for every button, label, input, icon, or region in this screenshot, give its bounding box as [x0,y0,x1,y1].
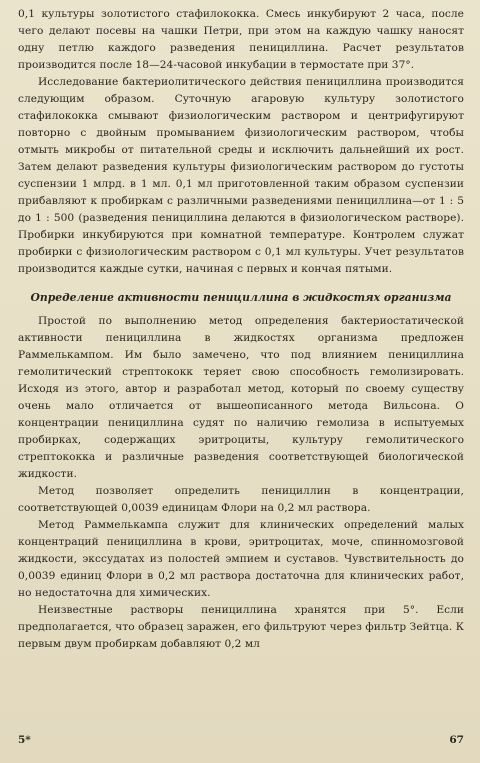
paragraph-clinical-use: Метод Раммелькампа служит для клинических определений малых концентраций пенициллина в крови, эритроцитах, моче, спинномозговой жидкости, экссудатах из полостей эмпием и суставов. Чувствительность до 0,0039 единиц Флори в 0,2 мл раствора достаточна для клинических работ, но недостаточна для химических. [18,519,464,599]
paragraph-rammelkamp-method: Простой по выполнению метод определения бактериостатической активности пенициллина в жидкостях организма предложен Раммелькампом. Им было замечено, что под влиянием пенициллина гемолитический стрептококк теряет свою способность гемолизировать. Исходя из этого, автор и разработал метод, который по своему существу очень мало отличается от вышеописанного метода Вильсона. О концентрации пенициллина судят по наличию гемолиза в испытуемых пробирках, содержащих эритроциты, культуру гемолитического стрептококка и различные разведения соответствующей биологической жидкости. [18,315,464,480]
section-bottom [18,313,464,653]
section-top [18,6,464,278]
paragraph-storage: Неизвестные растворы пенициллина хранятся при 5°. Если предполагается, что образец заражен, его фильтруют через фильтр Зейтца. К первым двум пробиркам добавляют 0,2 мл [18,604,464,650]
paragraph-concentration: Метод позволяет определить пенициллин в концентрации, соответствующей 0,0039 единицам Флори на 0,2 мл раствора. [18,485,464,514]
paragraph-continuation: 0,1 культуры золотистого стафилококка. Смесь инкубируют 2 часа, после чего делают посевы на чашки Петри, при этом на каждую чашку наносят одну петлю каждого разведения пенициллина. Расчет результатов производится после 18—24-часовой инкубации в термостате при 37°. [18,8,464,71]
paragraph-bacteriolytic: Исследование бактериолитического действия пенициллина производится следующим образом. Суточную агаровую культуру золотистого стафилококка смывают физиологическим раствором и центрифугируют повторно с двойным промыванием физиологическим раствором, чтобы отмыть микробы от питательной среды и исключить дальнейший их рост. Затем делают разведения культуры физиологическим раствором до густоты суспензии 1 млрд. в 1 мл. 0,1 мл приготовленной таким образом суспензии прибавляют к пробиркам с различными разведениями пенициллина—от 1 : 5 до 1 : 500 (разведения пенициллина делаются в физиологическом растворе). Пробирки инкубируются при комнатной температуре. Контролем служат пробирки с физиологическим раствором с 0,1 мл культуры. Учет результатов производится каждые сутки, начиная с первых и кончая пятыми. [18,76,464,275]
signature-mark: 5* [18,734,31,746]
section-heading: Определение активности пенициллина в жидкостях организма [30,291,452,304]
page-footer [18,734,464,746]
page-number: 67 [449,734,464,746]
